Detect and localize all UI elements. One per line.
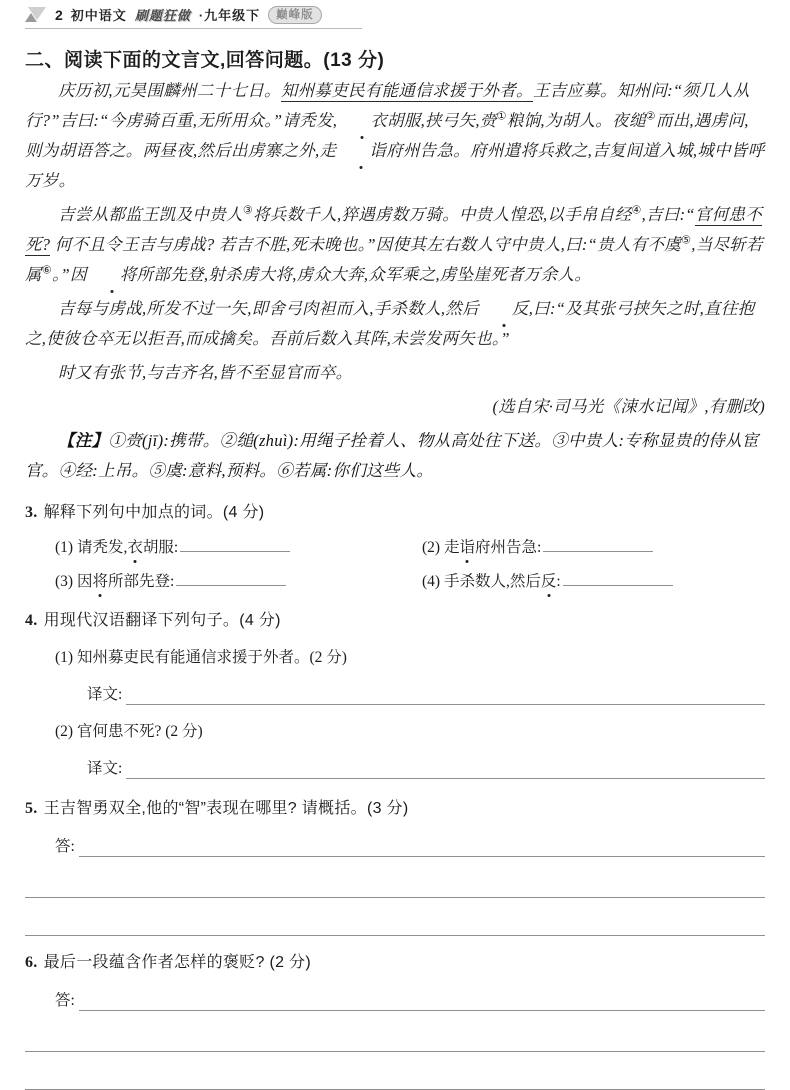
question-3-item-4 — [422, 570, 765, 594]
passage — [25, 76, 765, 486]
answer-blank — [180, 537, 290, 552]
series-logo: 刷题狂做 — [134, 8, 191, 23]
question-3-item-2 — [422, 536, 765, 560]
answer-line — [126, 704, 765, 705]
passage-paragraph: 吉每与虏战,所发不过一矢,即舍弓肉袒而入,手杀数人,然后 反,曰:“及其张弓挟矢之时,直往抱之,使彼仓卒无以拒吾,而成擒矣。吾前后数入其阵,未尝发两矢也。” — [25, 294, 765, 354]
ruled-line — [25, 1014, 765, 1052]
translation-label: 译文: — [87, 760, 123, 777]
question-3-stem — [25, 500, 765, 526]
section-title-text: 二、阅读下面的文言文,回答问题。 — [25, 50, 324, 71]
passage-notes — [25, 426, 765, 486]
question-stem-text: 解释下列句中加点的词。(4 分) — [43, 504, 265, 521]
ruled-line — [25, 860, 765, 898]
question-4-stem — [25, 608, 765, 634]
answer-blank — [176, 571, 286, 586]
answer-label: 答: — [55, 992, 75, 1009]
page-number: 2 — [55, 6, 63, 23]
question-3-item-3 — [55, 570, 398, 594]
translation-label: 译文: — [87, 686, 123, 703]
answer-blank — [543, 537, 653, 552]
page-header — [25, 0, 765, 29]
question-number: 3. — [25, 504, 38, 521]
question-5 — [25, 796, 765, 936]
translation-row — [87, 756, 765, 782]
edition-badge: 巅峰版 — [268, 6, 322, 24]
question-3 — [25, 500, 765, 594]
answer-line — [126, 778, 765, 779]
ruled-line — [25, 898, 765, 936]
question-number: 5. — [25, 800, 38, 817]
notes-label: 【注】 — [58, 431, 109, 450]
answer-blank — [563, 571, 673, 586]
question-stem-text: 用现代汉语翻译下列句子。(4 分) — [43, 612, 281, 629]
question-4-sub-1: (1) 知州募吏民有能通信求援于外者。(2 分) — [55, 649, 347, 666]
item-text: (2) 走诣府州告急: — [422, 539, 541, 556]
question-stem-text: 王吉智勇双全,他的“智”表现在哪里? 请概括。(3 分) — [43, 800, 409, 817]
passage-paragraph: 时又有张节,与吉齐名,皆不至显官而卒。 — [58, 363, 353, 382]
question-5-stem — [25, 796, 765, 822]
question-stem-text: 最后一段蕴含作者怎样的褒贬? (2 分) — [43, 954, 311, 971]
notes-text: ①赍(jī):携带。②缒(zhuì):用绳子拴着人、物从高处往下送。③中贵人:专称显贵的侍从宦官。④经:上吊。⑤虞:意料,预料。⑥若属:你们这些人。 — [25, 431, 759, 480]
answer-line — [79, 856, 765, 857]
question-4-sub-2: (2) 官何患不死? (2 分) — [55, 723, 203, 740]
grade-label: ·九年级下 — [198, 8, 261, 23]
item-text: (3) 因将所部先登: — [55, 573, 174, 590]
question-3-items — [55, 526, 765, 594]
answer-row — [55, 988, 765, 1014]
item-text: (4) 手杀数人,然后反: — [422, 573, 561, 590]
passage-paragraph: 庆历初,元昊围麟州二十七日。知州募吏民有能通信求援于外者。王吉应募。知州问:“须几人从行?”吉曰:“今虏骑百重,无所用众。”请秃发, 衣胡服,挟弓矢,赍①粮饷,为胡人。夜缒②而出,遇虏问,则为胡语答之。两昼夜,然后出虏寨之外,走 诣府州告急。府州遣将兵救之,吉复间道入城,城中皆呼万岁。 — [25, 81, 765, 190]
question-4 — [25, 608, 765, 782]
passage-paragraph: 吉尝从都监王凯及中贵人③将兵数千人,猝遇虏数万骑。中贵人惶恐,以手帛自经④,吉曰:“官何患不死? 何不且令王吉与虏战? 若吉不胜,死未晚也。”因使其左右数人守中贵人,曰:“贵人有不虞⑤,当尽斩若属⑥。”因 将所部先登,射杀虏大将,虏众大奔,众军乘之,虏坠崖死者万余人。 — [25, 200, 765, 290]
question-number: 6. — [25, 954, 38, 971]
question-6-stem — [25, 950, 765, 976]
passage-source: (选自宋·司马光《涑水记闻》,有删改) — [492, 397, 765, 416]
answer-label: 答: — [55, 838, 75, 855]
answer-line — [79, 1010, 765, 1011]
translation-row — [87, 682, 765, 708]
answer-row — [55, 834, 765, 860]
question-6 — [25, 950, 765, 1090]
page-header-bar — [25, 5, 362, 29]
ruled-line — [25, 1052, 765, 1090]
question-number: 4. — [25, 612, 38, 629]
section-title — [25, 45, 765, 72]
publisher-logo-icon — [25, 7, 47, 22]
book-title: 初中语文 — [70, 8, 127, 23]
section-score: (13 分) — [323, 50, 385, 71]
question-3-item-1 — [55, 536, 398, 560]
item-text: (1) 请秃发,衣胡服: — [55, 539, 178, 556]
